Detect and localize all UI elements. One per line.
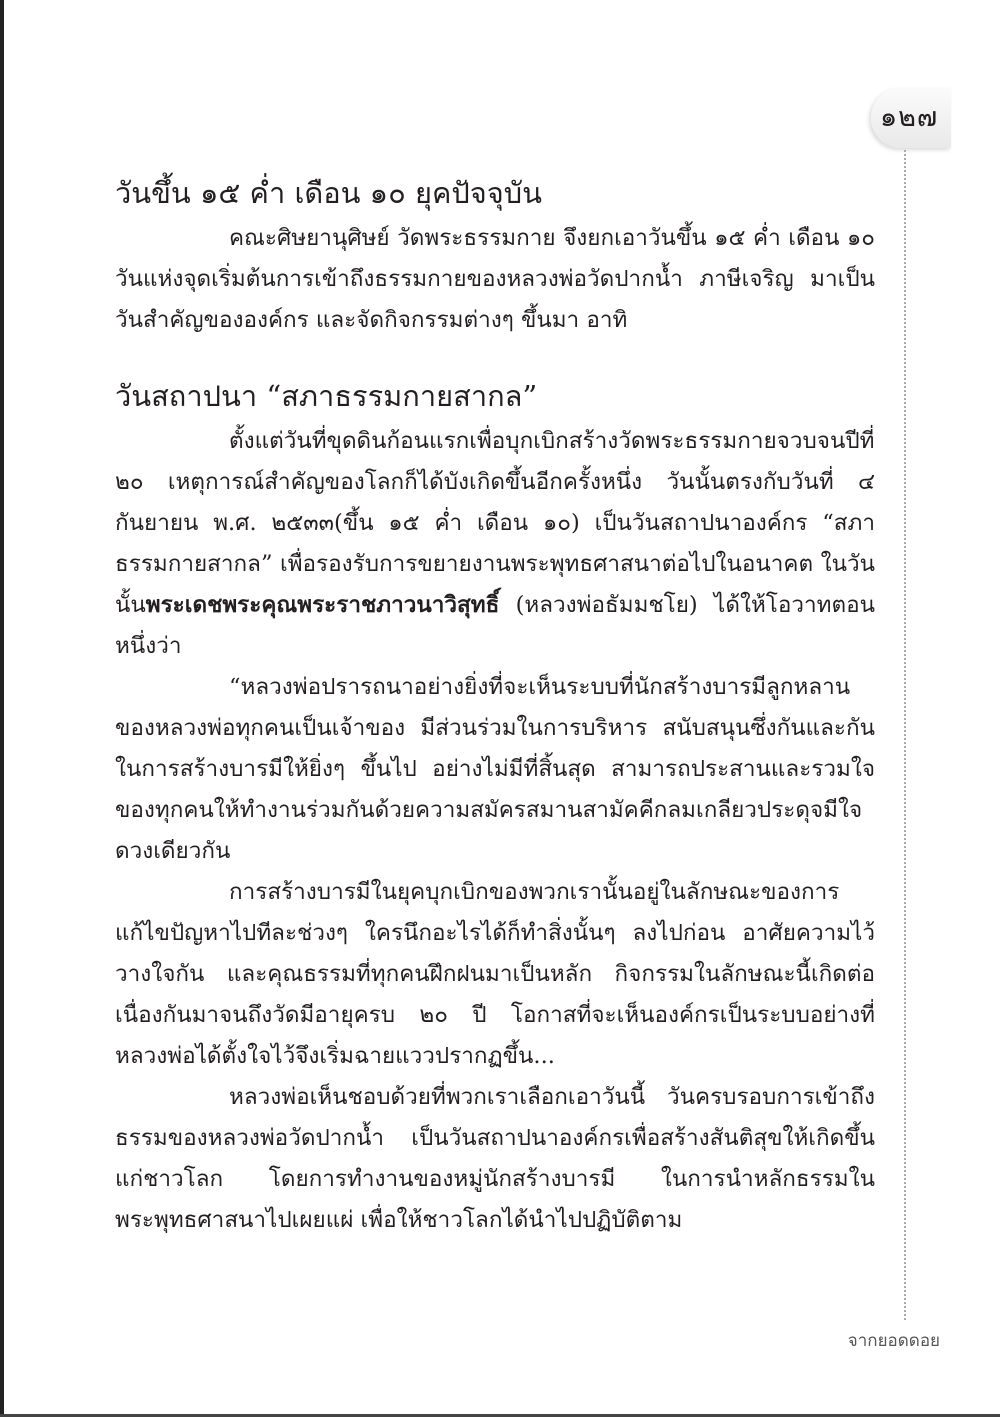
section-1-paragraph-1: คณะศิษยานุศิษย์ วัดพระธรรมกาย จึงยกเอาวันขึ้น ๑๕ ค่ำ เดือน ๑๐ วันแห่งจุดเริ่มต้นการเข้าถึงธรรมกายของหลวงพ่อวัดปากน้ำ ภาษีเจริญ มาเป็นวันสำคัญขององค์กร และจัดกิจกรรมต่างๆ ขึ้นมา อาทิ — [115, 225, 875, 333]
footer-book-title: จากยอดดอย — [847, 1331, 940, 1351]
paragraph-text-after-title: (หลวงพ่อธัมมชโย) ได้ให้โอวาทตอนหนึ่งว่า — [115, 592, 875, 659]
margin-dotted-rule — [904, 150, 906, 1320]
section-heading-2: วันสถาปนา “สภาธรรมกายสากล” — [115, 379, 538, 413]
page-left-border — [0, 0, 4, 1417]
quote-paragraph-2: การสร้างบารมีในยุคบุกเบิกของพวกเรานั้นอยู่ในลักษณะของการแก้ไขปัญหาไปทีละช่วงๆ ใครนึกอะไรได้ก็ทำสิ่งนั้นๆ ลงไปก่อน อาศัยความไว้วางใจกัน และคุณธรรมที่ทุกคนฝึกฝนมาเป็นหลัก กิจกรรมในลักษณะนี้เกิดต่อเนื่องกันมาจนถึงวัดมีอายุครบ ๒๐ ปี โอกาสที่จะเห็นองค์กรเป็นระบบอย่างที่หลวงพ่อได้ตั้งใจไว้จึงเริ่มฉายแววปรากฏขึ้น... — [115, 879, 875, 1069]
quote-paragraph-3: หลวงพ่อเห็นชอบด้วยที่พวกเราเลือกเอาวันนี้ วันครบรอบการเข้าถึงธรรมของหลวงพ่อวัดปากน้ำ เป็นวันสถาปนาองค์กรเพื่อสร้างสันติสุขให้เกิดขึ้นแก่ชาวโลก โดยการทำงานของหมู่นักสร้างบารมี ในการนำหลักธรรมในพระพุทธศาสนาไปเผยแผ่ เพื่อให้ชาวโลกได้นำไปปฏิบัติตาม — [115, 1084, 875, 1233]
page-content — [115, 168, 875, 1241]
page-number: ๑๒๗ — [880, 102, 939, 133]
section-2-paragraph-1 — [115, 421, 875, 667]
paragraph-text-before-title: ตั้งแต่วันที่ขุดดินก้อนแรกเพื่อบุกเบิกสร้างวัดพระธรรมกายจวบจนปีที่ ๒๐ เหตุการณ์สำคัญของโลกก็ได้บังเกิดขึ้นอีกครั้งหนึ่ง วันนั้นตรงกับวันที่ ๔ กันยายน พ.ศ. ๒๕๓๓(ขึ้น ๑๕ ค่ำ เดือน ๑๐) เป็นวันสถาปนาองค์กร “สภาธรรมกายสากล” เพื่อรองรับการขยายงานพระพุทธศาสนาต่อไปในอนาคต ในวันนั้น — [115, 428, 875, 618]
section-heading-1: วันขึ้น ๑๕ ค่ำ เดือน ๑๐ ยุคปัจจุบัน — [115, 176, 542, 210]
quote-paragraph-1: “หลวงพ่อปรารถนาอย่างยิ่งที่จะเห็นระบบที่นักสร้างบารมีลูกหลานของหลวงพ่อทุกคนเป็นเจ้าของ มีส่วนร่วมในการบริหาร สนับสนุนซึ่งกันและกันในการสร้างบารมีให้ยิ่งๆ ขึ้นไป อย่างไม่มีที่สิ้นสุด สามารถประสานและรวมใจของทุกคนให้ทำงานร่วมกันด้วยความสมัครสมานสามัคคีกลมเกลียวประดุจมีใจดวงเดียวกัน — [115, 674, 875, 864]
monk-title-bold: พระเดชพระคุณพระราชภาวนาวิสุทธิ์ — [145, 592, 500, 618]
